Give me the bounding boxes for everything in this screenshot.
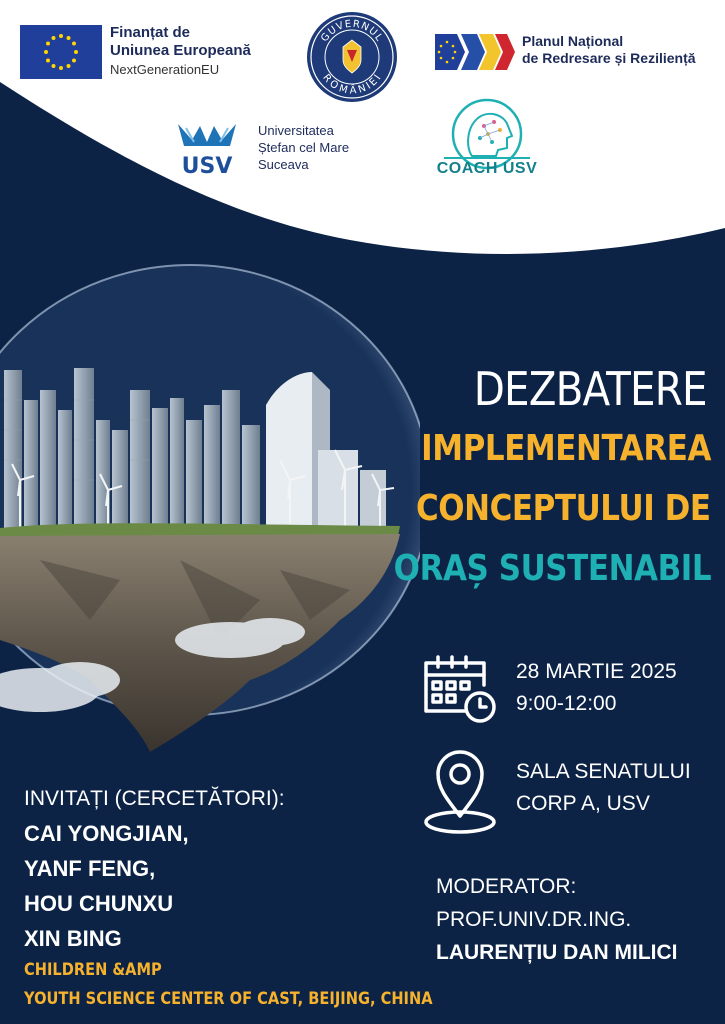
moderator-label: MODERATOR: xyxy=(436,875,577,898)
guest-name: HOU CHUNXU xyxy=(24,891,174,916)
eu-flag-icon xyxy=(20,25,102,79)
coach-usv-label: COACH USV xyxy=(436,160,538,177)
venue-line-2: CORP A, USV xyxy=(516,792,650,815)
pnrr-logo-icon xyxy=(435,30,515,74)
venue-line-1: SALA SENATULUI xyxy=(516,760,691,783)
event-time: 9:00-12:00 xyxy=(516,692,617,715)
moderator-title: PROF.UNIV.DR.ING. xyxy=(436,908,632,931)
event-type-heading: DEZBATERE xyxy=(474,362,707,416)
eu-line-1: Finanțat de xyxy=(110,24,191,41)
usv-text xyxy=(258,122,349,173)
usv-line-3: Suceava xyxy=(258,157,309,172)
pnrr-text xyxy=(522,33,696,67)
calendar-clock-icon xyxy=(420,655,496,725)
guest-name: YANF FENG, xyxy=(24,856,156,881)
sustainable-city-illustration xyxy=(0,240,420,760)
eu-funding-text xyxy=(110,24,251,80)
event-datetime xyxy=(516,656,677,720)
guest-name: CAI YONGJIAN, xyxy=(24,821,189,846)
seal-top-text: GUVERNUL xyxy=(319,18,385,45)
event-title-line-2: CONCEPTULUI DE xyxy=(416,488,711,529)
guest-organization-line-2: YOUTH SCIENCE CENTER OF CAST, BEIJING, CHINA xyxy=(24,989,433,1009)
government-seal-icon xyxy=(305,10,399,104)
guest-organization-line-1: CHILDREN &AMP xyxy=(24,960,162,980)
pnrr-line-2: de Redresare și Reziliență xyxy=(522,50,696,66)
eu-line-3: NextGenerationEU xyxy=(110,62,220,77)
event-title-line-1: IMPLEMENTAREA xyxy=(421,428,711,469)
event-title-line-3: ORAȘ SUSTENABIL xyxy=(393,548,711,589)
usv-line-1: Universitatea xyxy=(258,123,334,138)
usv-abbr: USV xyxy=(181,154,233,178)
guests-block xyxy=(24,782,499,1014)
guest-name: XIN BING xyxy=(24,926,122,951)
usv-logo-icon xyxy=(172,118,242,178)
usv-line-2: Ștefan cel Mare xyxy=(258,140,350,155)
seal-bottom-text: ROMÂNIEI xyxy=(320,72,384,97)
event-venue xyxy=(516,756,691,820)
guests-heading: INVITAȚI (CERCETĂTORI): xyxy=(24,787,285,810)
eu-line-2: Uniunea Europeană xyxy=(110,42,251,59)
moderator-name: LAURENȚIU DAN MILICI xyxy=(436,941,678,964)
pnrr-line-1: Planul Național xyxy=(522,33,624,49)
event-date: 28 MARTIE 2025 xyxy=(516,660,677,683)
